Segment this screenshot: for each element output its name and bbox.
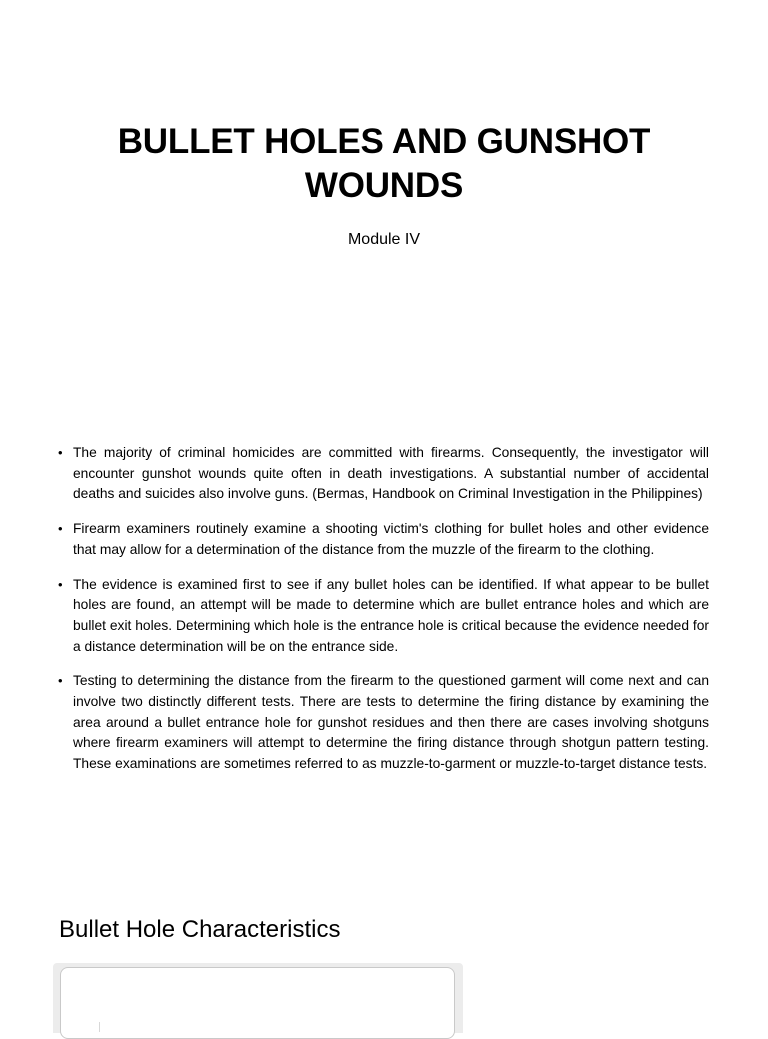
bullet-dot-icon: • [58, 445, 63, 460]
bullet-text: The evidence is examined first to see if any bullet holes can be identified. If what appear to be bullet holes are found, an attempt will be made to determine which are bullet entrance holes and which are bullet exit holes. Determining which hole is the entrance hole is critical because the evidence needed for a distance determination will be on the entrance side. [73, 576, 709, 654]
bullet-item-distance-tests [56, 671, 709, 775]
bullet-text: The majority of criminal homicides are committed with firearms. Consequently, the investigator will encounter gunshot wounds quite often in death investigations. A substantial number of accidental deaths and suicides also involve guns. (Bermas, Handbook on Criminal Investigation in the Philippines) [73, 445, 709, 502]
bullet-item-entrance-exit [56, 575, 709, 658]
bullet-item-examiners [56, 519, 709, 560]
figure-frame [60, 967, 455, 1039]
section-heading: Bullet Hole Characteristics [59, 916, 341, 943]
bullet-text: Firearm examiners routinely examine a shooting victim's clothing for bullet holes and other evidence that may allow for a determination of the distance from the muzzle of the firearm to the clothing. [73, 521, 709, 557]
bullet-text: Testing to determining the distance from the firearm to the questioned garment will come next and can involve two distinctly different tests. There are tests to determine the firing distance by examining the area around a bullet entrance hole for gunshot residues and then there are cases involving shotguns where firearm examiners will attempt to determine the firing distance through shotgun pattern testing. These examinations are sometimes referred to as muzzle-to-garment or muzzle-to-target distance tests. [73, 673, 709, 772]
bullet-dot-icon: • [58, 521, 63, 537]
bullet-list [56, 443, 709, 789]
slide-subtitle: Module IV [347, 231, 421, 248]
bullet-dot-icon: • [58, 673, 63, 689]
slide-title: BULLET HOLES AND GUNSHOT WOUNDS [117, 122, 651, 205]
bullet-item-homicides [56, 443, 709, 505]
figure-image [53, 963, 463, 1033]
bullet-dot-icon: • [58, 576, 63, 592]
